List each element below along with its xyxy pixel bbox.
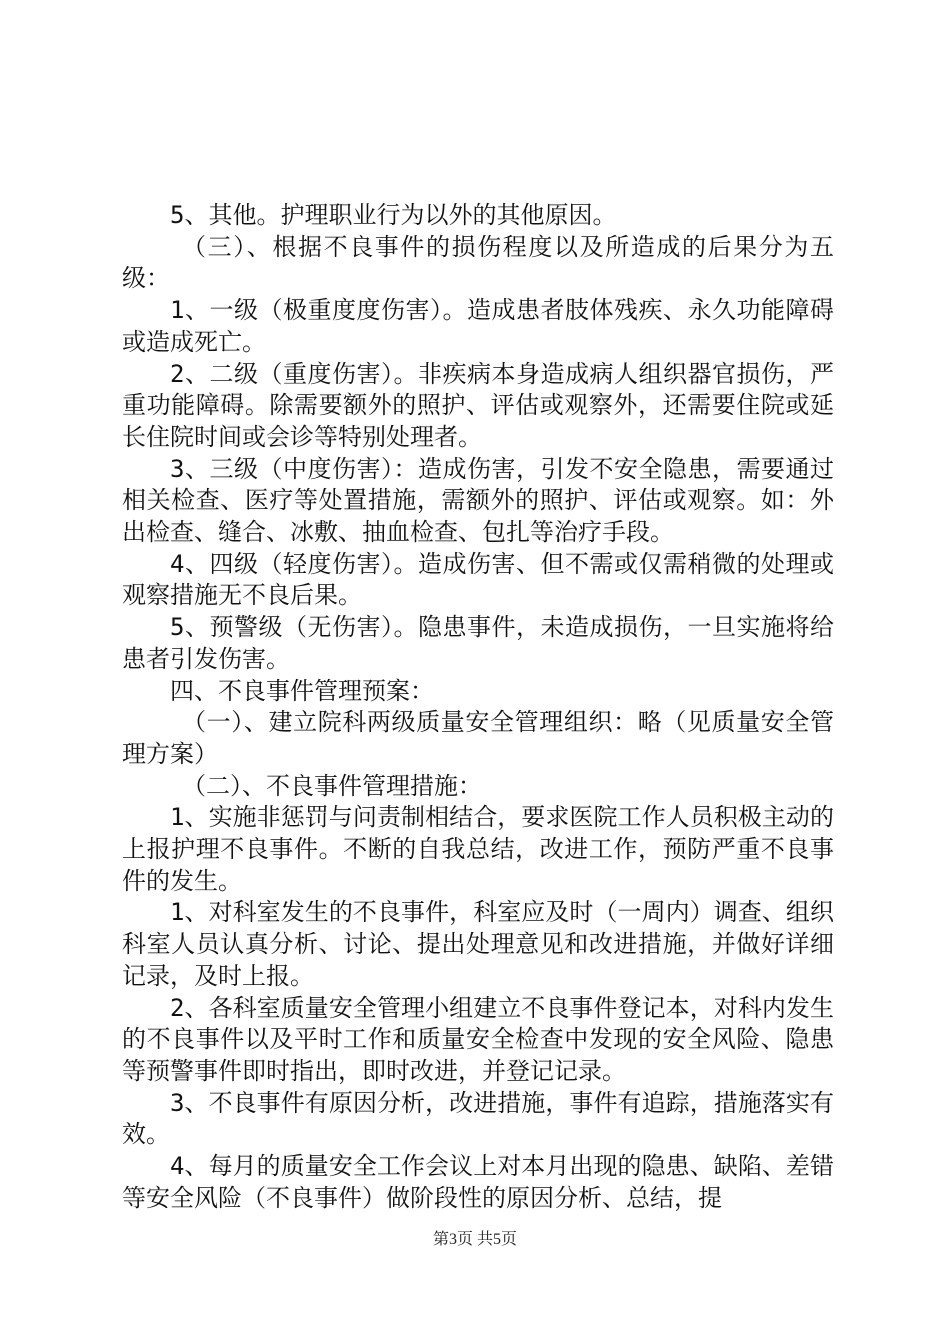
paragraph: 5、其他。护理职业行为以外的其他原因。 bbox=[170, 201, 617, 229]
subsection-heading: （二）、不良事件管理措施： bbox=[182, 771, 482, 800]
page-footer bbox=[0, 1226, 950, 1249]
paragraph: 3、三级（中度伤害）：造成伤害，引发不安全隐患，需要通过相关检查、医疗等处置措施，需额外的照护、评估或观察。如：外出检查、缝合、冰敷、抽血检查、包扎等治疗手段。 bbox=[122, 454, 834, 547]
section-heading: 四、不良事件管理预案： bbox=[170, 676, 434, 705]
paragraph: 4、四级（轻度伤害）。造成伤害、但不需或仅需稍微的处理或观察措施无不良后果。 bbox=[122, 549, 834, 610]
paragraph: 3、不良事件有原因分析，改进措施，事件有追踪，措施落实有效。 bbox=[122, 1088, 834, 1149]
paragraph: 1、实施非惩罚与问责制相结合，要求医院工作人员积极主动的上报护理不良事件。不断的自我总结，改进工作，预防严重不良事件的发生。 bbox=[122, 803, 834, 895]
paragraph: （三）、根据不良事件的损伤程度以及所造成的后果分为五级： bbox=[122, 232, 834, 293]
document-body bbox=[122, 200, 834, 1215]
paragraph: （一）、建立院科两级质量安全管理组织：略（见质量安全管理方案） bbox=[122, 708, 834, 768]
paragraph: 1、对科室发生的不良事件，科室应及时（一周内）调查、组织科室人员认真分析、讨论、提出处理意见和改进措施，并做好详细记录，及时上报。 bbox=[122, 898, 834, 990]
paragraph: 2、各科室质量安全管理小组建立不良事件登记本，对科内发生的不良事件以及平时工作和质量安全检查中发现的安全风险、隐患等预警事件即时指出，即时改进，并登记记录。 bbox=[122, 993, 834, 1085]
page-number-label: 第3页 共5页 bbox=[432, 1231, 517, 1248]
paragraph: 2、二级（重度伤害）。非疾病本身造成病人组织器官损伤，严重功能障碍。除需要额外的照护、评估或观察外，还需要住院或延长住院时间或会诊等特别处理者。 bbox=[122, 359, 834, 451]
paragraph: 1、一级（极重度度伤害）。造成患者肢体残疾、永久功能障碍或造成死亡。 bbox=[122, 296, 834, 356]
paragraph: 5、预警级（无伤害）。隐患事件，未造成损伤，一旦实施将给患者引发伤害。 bbox=[122, 613, 834, 673]
paragraph: 4、每月的质量安全工作会议上对本月出现的隐患、缺陷、差错等安全风险（不良事件）做阶段性的原因分析、总结，提 bbox=[122, 1152, 834, 1212]
